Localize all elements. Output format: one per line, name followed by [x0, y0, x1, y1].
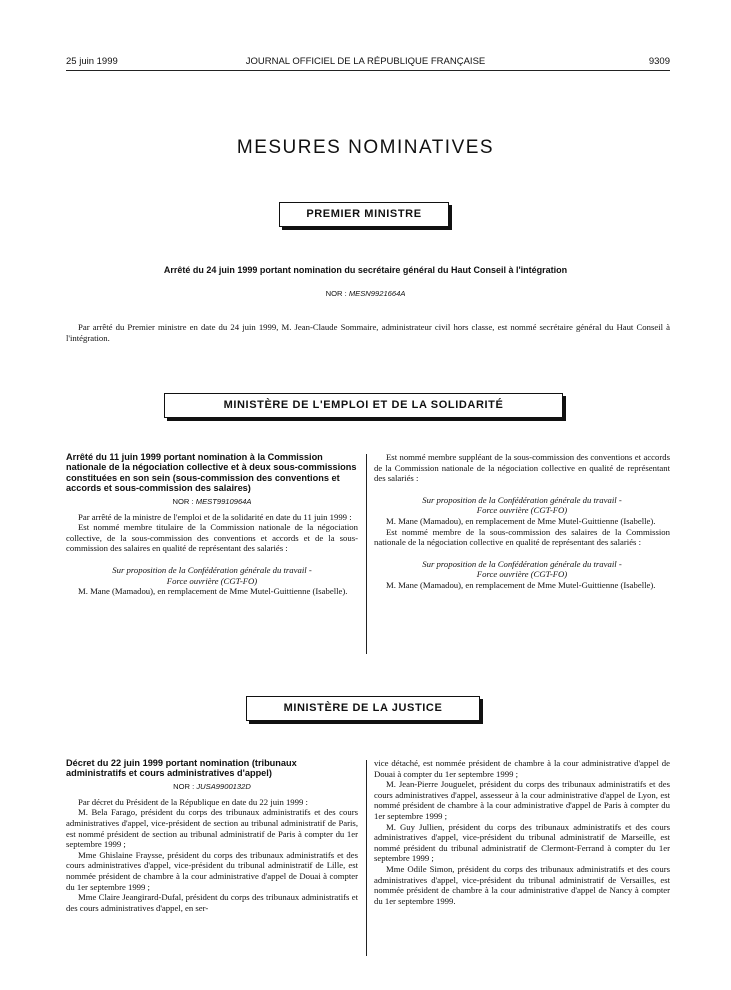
emploi-right-p4: M. Mane (Mamadou), en remplacement de Mme Mutel-Guittienne (Isabelle). — [386, 579, 656, 590]
justice-left-p2: M. Bela Farago, président du corps des tribunaux administratifs et des cours administratives d'appel, vice-président de section au tribunal administratif de Paris, est nommé président de section au tribunal administratif de Paris à compter du 1er septembre 1999 ; — [66, 807, 358, 850]
emploi-right-p1: Est nommé membre suppléant de la sous-commission des conventions et accords de la Commission nationale de la négociation collective en qualité de représentant des salariés : — [374, 452, 670, 484]
emploi-left-proposition-1: Sur proposition de la Confédération générale du travail - — [112, 565, 312, 575]
justice-right-p4: Mme Odile Simon, président du corps des tribunaux administratifs et des cours administratives d'appel, vice-président du tribunal administratif de Versailles, est nommée président de chambre à la cour administrative d'appel de Nancy à compter du 1er septembre 1999. — [374, 863, 670, 906]
nor-code: MEST9910964A — [195, 496, 252, 506]
emploi-column-rule — [366, 454, 367, 654]
section-box-justice: MINISTÈRE DE LA JUSTICE — [246, 696, 480, 721]
justice-left-column — [66, 758, 358, 913]
emploi-left-p2: Est nommé membre titulaire de la Commission nationale de la négociation collective, de la sous-commission des conventions et accords et de la sous-commission des salaires en qualité de représentant des salariés : — [66, 522, 358, 554]
nor-justice — [66, 782, 358, 791]
decret-title-justice: Décret du 22 juin 1999 portant nomination (tribunaux administratifs et cours administratives d'appel) — [66, 758, 297, 779]
emploi-right-proposition-3: Sur proposition de la Confédération générale du travail - — [422, 558, 622, 569]
nor-emploi — [66, 497, 358, 506]
nor-premier — [0, 289, 731, 298]
header-rule — [66, 70, 670, 71]
justice-left-p3: Mme Ghislaine Fraysse, président du corps des tribunaux administratifs et des cours administratives d'appel, vice-président du tribunal administratif de Lille, est nommée président de chambre à la cour administrative d'appel de Douai à compter du 1er septembre 1999 ; — [66, 849, 358, 892]
emploi-right-column — [374, 452, 670, 591]
nor-label: NOR : — [172, 496, 194, 506]
justice-right-p1: vice détaché, est nommée président de chambre à la cour administrative d'appel de Douai à compter du 1er septembre 1999 ; — [374, 758, 670, 779]
section-box-emploi-solidarite: MINISTÈRE DE L'EMPLOI ET DE LA SOLIDARITÉ — [164, 393, 563, 418]
emploi-right-proposition-1: Sur proposition de la Confédération générale du travail - — [422, 494, 622, 505]
emploi-right-p3: Est nommé membre de la sous-commission des salaires de la Commission nationale de la négociation collective en qualité de représentant des salariés : — [374, 526, 670, 548]
emploi-right-proposition-2: Force ouvrière (CGT-FO) — [476, 505, 568, 516]
emploi-left-column — [66, 452, 358, 597]
justice-column-rule — [366, 760, 367, 956]
justice-right-p2: M. Jean-Pierre Jouguelet, président du corps des tribunaux administratifs et des cours administratives d'appel, assesseur à la cour administrative d'appel de Lyon, est nommé président de chambre à la cour administrative d'appel de Paris à compter du 1er septembre 1999 ; — [374, 779, 670, 821]
justice-right-column — [374, 758, 670, 906]
section-box-premier-ministre: PREMIER MINISTRE — [279, 202, 449, 227]
arrete-title-premier: Arrêté du 24 juin 1999 portant nomination du secrétaire général du Haut Conseil à l'intégration — [163, 265, 568, 275]
header-journal: JOURNAL OFFICIEL DE LA RÉPUBLIQUE FRANÇAISE — [245, 56, 486, 67]
emploi-right-proposition-4: Force ouvrière (CGT-FO) — [476, 569, 568, 580]
nor-code: JUSA9900132D — [196, 781, 251, 791]
nor-label: NOR : — [325, 289, 347, 298]
page-title: MESURES NOMINATIVES — [236, 137, 495, 158]
nor-code: MESN9921664A — [348, 289, 406, 298]
nor-label: NOR : — [173, 781, 195, 791]
emploi-left-proposition-2: Force ouvrière (CGT-FO) — [166, 575, 258, 586]
justice-right-p3: M. Guy Jullien, président du corps des tribunaux administratifs et des cours administratives d'appel, vice-président du tribunal administratif de Marseille, est nommé président du tribunal administratif de Clermont-Ferrand à compter du 1er septembre 1999 ; — [374, 821, 670, 864]
arrete-title-emploi: Arrêté du 11 juin 1999 portant nomination à la Commission nationale de la négociation collective et à deux sous-commissions constituées en son sein (sous-commission des conventions et accords et sous-commission des salaires) — [66, 452, 357, 494]
header-page-number: 9309 — [648, 56, 670, 67]
justice-left-p1: Par décret du Président de la République en date du 22 juin 1999 : — [78, 796, 308, 807]
emploi-right-p2: M. Mane (Mamadou), en remplacement de Mme Mutel-Guittienne (Isabelle). — [386, 515, 656, 526]
emploi-left-p3: M. Mane (Mamadou), en remplacement de Mme Mutel-Guittienne (Isabelle). — [78, 586, 348, 597]
emploi-left-p1: Par arrêté de la ministre de l'emploi et de la solidarité en date du 11 juin 1999 : — [78, 511, 352, 522]
premier-body: Par arrêté du Premier ministre en date du 24 juin 1999, M. Jean-Claude Sommaire, administrateur civil hors classe, est nommé secrétaire général du Haut Conseil à l'intégration. — [66, 322, 670, 343]
justice-left-p4: Mme Claire Jeangirard-Dufal, président du corps des tribunaux administratifs et des cours administratives d'appel, en ser- — [66, 892, 358, 913]
header-date: 25 juin 1999 — [66, 56, 118, 67]
